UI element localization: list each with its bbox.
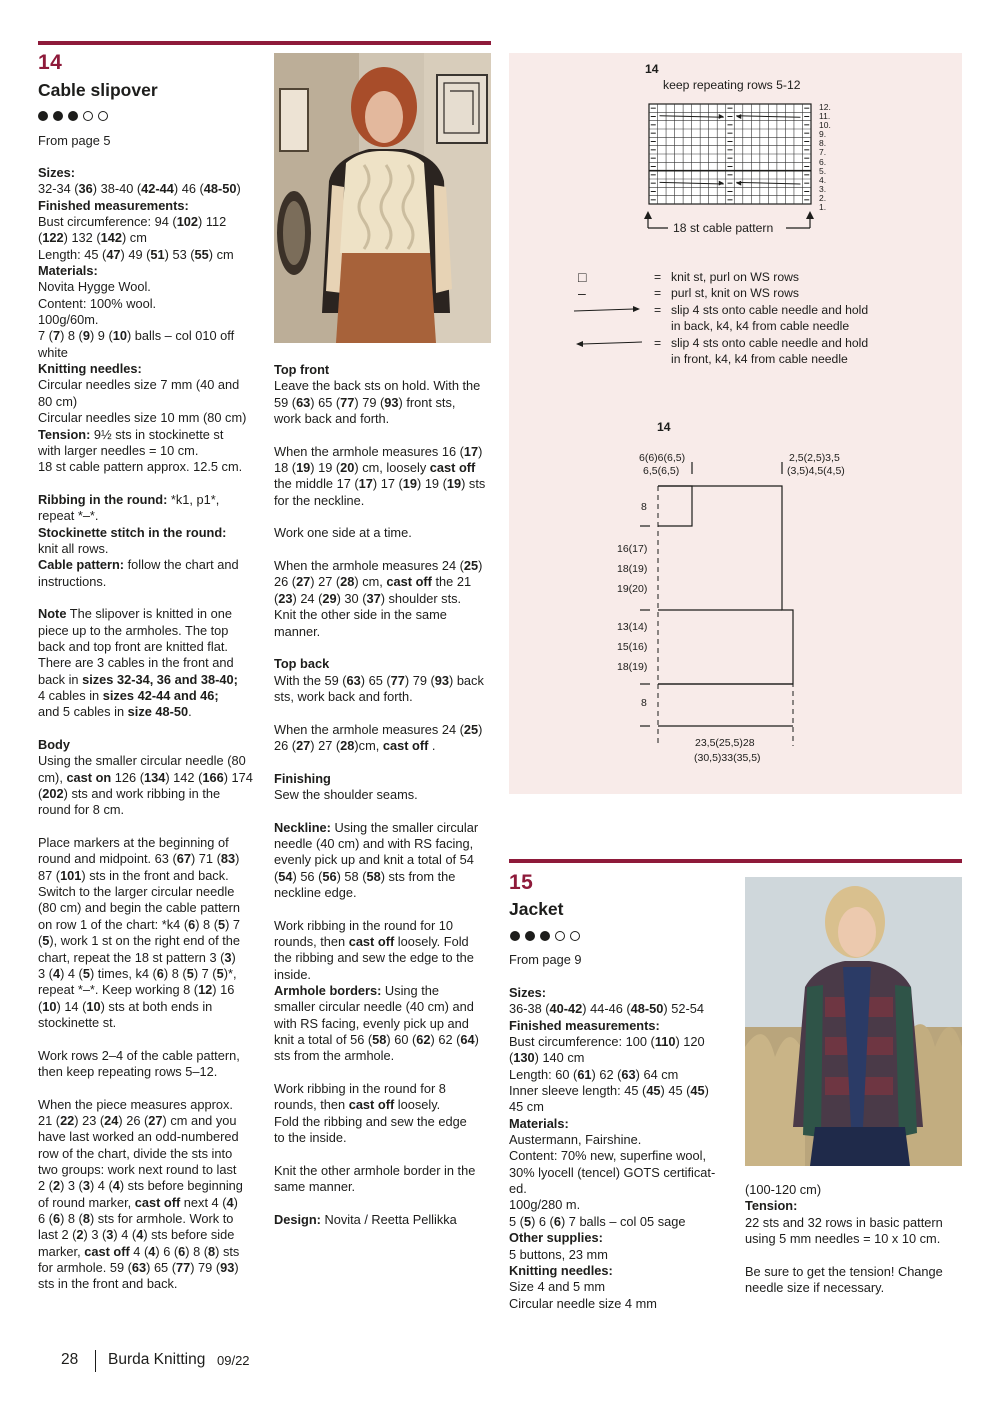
text-line: 5 (5) 6 (6) 7 balls – col 05 sage bbox=[509, 1213, 686, 1229]
armhole-3: 19(20) bbox=[617, 583, 648, 595]
knit-stitch-symbol: □ bbox=[578, 269, 587, 285]
text-line: on row 1 of the chart: *k4 (6) 8 (5) 7 bbox=[38, 916, 241, 932]
text-line: 2 (2) 3 (3) 4 (4) sts before beginning bbox=[38, 1178, 243, 1194]
schematic-label: 14 bbox=[657, 420, 671, 434]
text-line: chart, repeat the 18 st pattern 3 (3) bbox=[38, 949, 236, 965]
text-line: cm), cast on 126 (134) 142 (166) 174 bbox=[38, 769, 253, 785]
text-line: Ribbing in the round: *k1, p1*, bbox=[38, 491, 220, 507]
text-line: 5 buttons, 23 mm bbox=[509, 1246, 608, 1262]
text-line: sts from the armhole. bbox=[274, 1048, 395, 1064]
section-rule-14 bbox=[38, 41, 491, 45]
text-line: Work ribbing in the round for 8 bbox=[274, 1081, 446, 1097]
text-line: Other supplies: bbox=[509, 1230, 603, 1246]
text-line: same manner. bbox=[274, 1179, 356, 1195]
legend-equals: = bbox=[654, 302, 662, 317]
footer-divider bbox=[95, 1350, 96, 1372]
text-line: back and top front are knitted flat. bbox=[38, 638, 228, 654]
text-line: (100-120 cm) bbox=[745, 1182, 822, 1197]
text-line: marker, cast off 4 (4) 6 (6) 8 (8) sts bbox=[38, 1243, 240, 1259]
text-line: When the piece measures approx. bbox=[38, 1096, 233, 1112]
from-page-14: From page 5 bbox=[38, 133, 111, 148]
pattern14-column-2 bbox=[274, 362, 496, 1228]
difficulty-dot bbox=[83, 111, 93, 121]
cable-back-icon bbox=[572, 303, 644, 322]
pattern15-column-2 bbox=[745, 1182, 967, 1296]
text-line: When the armhole measures 24 (25) bbox=[274, 721, 483, 737]
text-line: Circular needle size 4 mm bbox=[509, 1295, 657, 1311]
chart-row-number: 10. bbox=[819, 120, 831, 131]
text-line: the ribbing and sew the edge to the bbox=[274, 950, 474, 966]
text-line: When the armhole measures 24 (25) bbox=[274, 558, 483, 574]
magazine-name: Burda Knitting bbox=[108, 1351, 206, 1368]
text-line: Top back bbox=[274, 656, 330, 672]
text-line: Tension: 9½ sts in stockinette st bbox=[38, 426, 224, 442]
text-line: Switch to the larger circular needle bbox=[38, 884, 235, 900]
text-line: Work ribbing in the round for 10 bbox=[274, 917, 454, 933]
width-line-1: 23,5(25,5)28 bbox=[695, 737, 755, 749]
text-line: repeat *–*. Keep working 8 (12) 16 bbox=[38, 982, 235, 998]
text-line: With the 59 (63) 65 (77) 79 (93) back bbox=[274, 672, 484, 688]
neck-depth: 8 bbox=[641, 501, 647, 513]
slipover-schematic bbox=[600, 440, 820, 760]
text-line: (10) 14 (10) sts at both ends in bbox=[38, 998, 213, 1014]
text-line: ed. bbox=[509, 1181, 527, 1197]
text-line: When the armhole measures 16 (17) bbox=[274, 443, 483, 459]
text-line: round for 8 cm. bbox=[38, 802, 125, 818]
text-line: and 5 cables in size 48-50. bbox=[38, 704, 192, 720]
text-line: Content: 70% new, superfine wool, bbox=[509, 1148, 707, 1164]
text-line: Bust circumference: 94 (102) 112 bbox=[38, 214, 227, 230]
text-line: (54) 56 (56) 58 (58) sts from the bbox=[274, 868, 456, 884]
purl-stitch-symbol: – bbox=[578, 285, 586, 302]
legend-equals: = bbox=[654, 335, 662, 350]
text-line: Size 4 and 5 mm bbox=[509, 1279, 606, 1295]
text-line: sts, work back and forth. bbox=[274, 688, 413, 704]
text-line: 59 (63) 65 (77) 79 (93) front sts, bbox=[274, 394, 456, 410]
issue-number: 09/22 bbox=[217, 1353, 250, 1368]
text-line: Leave the back sts on hold. With the bbox=[274, 378, 481, 394]
text-line: two groups: work next round to last bbox=[38, 1161, 237, 1177]
paragraph-gap bbox=[274, 1065, 496, 1081]
text-line: (130) 140 cm bbox=[509, 1050, 585, 1066]
text-line: with larger needles = 10 cm. bbox=[38, 442, 199, 458]
text-line: Neckline: Using the smaller circular bbox=[274, 819, 479, 835]
width-line-2: (30,5)33(35,5) bbox=[694, 752, 761, 764]
paragraph-gap bbox=[38, 819, 263, 835]
text-line: Armhole borders: Using the bbox=[274, 983, 439, 999]
photo-jacket bbox=[745, 877, 962, 1166]
text-line: Fold the ribbing and sew the edge bbox=[274, 1113, 467, 1129]
paragraph-gap bbox=[274, 509, 496, 525]
chart-row-number: 8. bbox=[819, 138, 827, 149]
text-line: needle size if necessary. bbox=[745, 1280, 885, 1296]
paragraph-gap bbox=[38, 1080, 263, 1096]
text-line: Using the smaller circular needle (80 bbox=[38, 753, 246, 769]
text-line: Top front bbox=[274, 362, 330, 377]
text-line: Knitting needles: bbox=[38, 361, 142, 377]
text-line: 87 (101) sts in the front and back. bbox=[38, 867, 229, 883]
text-line: sts in the front and back. bbox=[38, 1276, 178, 1292]
text-line: Circular needles size 10 mm (80 cm) bbox=[38, 410, 247, 426]
paragraph-gap bbox=[274, 640, 496, 656]
chart-row-number: 9. bbox=[819, 129, 827, 140]
pattern-title-15: Jacket bbox=[509, 899, 564, 919]
paragraph-gap bbox=[274, 427, 496, 443]
text-line: Length: 60 (61) 62 (63) 64 cm bbox=[509, 1066, 679, 1082]
text-line: to the inside. bbox=[274, 1130, 347, 1146]
paragraph-gap bbox=[274, 705, 496, 721]
body-2: 15(16) bbox=[617, 641, 648, 653]
pattern-number-14: 14 bbox=[38, 51, 63, 74]
text-line: Sew the shoulder seams. bbox=[274, 786, 418, 802]
legend-equals: = bbox=[654, 286, 662, 301]
legend-text: purl st, knit on WS rows bbox=[671, 286, 800, 301]
cable-chart-label: 14 bbox=[645, 62, 659, 76]
text-line: 26 (27) 27 (28)cm, cast off . bbox=[274, 737, 436, 753]
text-line: round and midpoint. 63 (67) 71 (83) bbox=[38, 851, 240, 867]
text-line: with RS facing, evenly pick up and bbox=[274, 1015, 469, 1031]
difficulty-dot bbox=[98, 111, 108, 121]
armhole-2: 18(19) bbox=[617, 563, 648, 575]
text-line: repeat *–*. bbox=[38, 508, 99, 524]
text-line: Note The slipover is knitted in one bbox=[38, 606, 232, 622]
text-line: Inner sleeve length: 45 (45) 45 (45) bbox=[509, 1083, 709, 1099]
difficulty-rating-15 bbox=[510, 931, 580, 941]
chart-row-number: 6. bbox=[819, 156, 827, 167]
paragraph-gap bbox=[274, 1147, 496, 1163]
chart-row-number: 12. bbox=[819, 102, 831, 112]
text-line: for armhole. 59 (63) 65 (77) 79 (93) bbox=[38, 1260, 239, 1276]
text-line: (202) sts and work ribbing in the bbox=[38, 786, 221, 802]
difficulty-dot bbox=[68, 111, 78, 121]
paragraph-gap bbox=[274, 1196, 496, 1212]
paragraph-gap bbox=[38, 721, 263, 737]
text-line: Circular needles size 7 mm (40 and bbox=[38, 377, 240, 393]
paragraph-gap bbox=[274, 901, 496, 917]
text-line: 21 (22) 23 (24) 26 (27) cm and you bbox=[38, 1112, 237, 1128]
text-line: Sizes: bbox=[38, 165, 75, 180]
chart-row-number: 4. bbox=[819, 174, 827, 185]
text-line: stockinette st. bbox=[38, 1014, 117, 1030]
text-line: (122) 132 (142) cm bbox=[38, 230, 147, 246]
text-line: Finishing bbox=[274, 770, 331, 786]
paragraph-gap bbox=[38, 590, 263, 606]
text-line: back in sizes 32-34, 36 and 38-40; bbox=[38, 671, 238, 687]
text-line: 18 st cable pattern approx. 12.5 cm. bbox=[38, 459, 243, 475]
difficulty-rating-14 bbox=[38, 111, 108, 121]
text-line: 22 sts and 32 rows in basic pattern bbox=[745, 1214, 943, 1230]
text-line: instructions. bbox=[38, 573, 107, 589]
armhole-1: 16(17) bbox=[617, 543, 648, 555]
difficulty-dot bbox=[540, 931, 550, 941]
text-line: neckline edge. bbox=[274, 885, 357, 900]
cable-front-icon bbox=[572, 336, 644, 355]
text-line: rounds, then cast off loosely. Fold bbox=[274, 934, 469, 950]
difficulty-dot bbox=[570, 931, 580, 941]
text-line: work back and forth. bbox=[274, 411, 390, 427]
text-line: Finished measurements: bbox=[509, 1017, 660, 1033]
chart-row-number: 1. bbox=[819, 202, 827, 213]
text-line: 18 (19) 19 (20) cm, loosely cast off bbox=[274, 460, 476, 476]
text-line: inside. bbox=[274, 966, 311, 982]
shoulder-width-line-1: 2,5(2,5)3,5 bbox=[789, 452, 840, 464]
legend-text: slip 4 sts onto cable needle and hold bbox=[671, 335, 869, 350]
legend-text: in back, k4, k4 from cable needle bbox=[671, 319, 850, 334]
chart-row-number: 5. bbox=[819, 165, 827, 176]
text-line: manner. bbox=[274, 623, 321, 639]
text-line: using 5 mm needles = 10 x 10 cm. bbox=[745, 1231, 941, 1247]
text-line: Cable pattern: follow the chart and bbox=[38, 557, 239, 573]
legend-equals: = bbox=[654, 270, 662, 284]
legend-text: knit st, purl on WS rows bbox=[671, 270, 800, 284]
text-line: Design: Novita / Reetta Pellikka bbox=[274, 1211, 457, 1227]
pattern-number-15: 15 bbox=[509, 871, 534, 894]
text-line: last 2 (2) 3 (3) 4 (4) sts before side bbox=[38, 1227, 235, 1243]
body-1: 13(14) bbox=[617, 621, 648, 633]
pattern-title-14: Cable slipover bbox=[38, 80, 158, 100]
from-page-15: From page 9 bbox=[509, 952, 582, 967]
text-line: for the neckline. bbox=[274, 492, 365, 508]
paragraph-gap bbox=[274, 542, 496, 558]
text-line: have last worked an odd-numbered bbox=[38, 1129, 239, 1145]
text-line: Austermann, Fairshine. bbox=[509, 1132, 642, 1148]
text-line: the middle 17 (17) 17 (19) 19 (19) sts bbox=[274, 476, 486, 492]
text-line: 100g/60m. bbox=[38, 312, 99, 328]
text-line: piece up to the armholes. The top bbox=[38, 622, 229, 638]
text-line: 30% lyocell (tencel) GOTS certificat- bbox=[509, 1164, 716, 1180]
neck-width-line-1: 6(6)6(6,5) bbox=[639, 452, 686, 464]
text-line: (5), work 1 st on the right end of the bbox=[38, 933, 241, 949]
text-line: knit a total of 56 (58) 60 (62) 62 (64) bbox=[274, 1032, 479, 1048]
text-line: 26 (27) 27 (28) cm, cast off the 21 bbox=[274, 574, 472, 590]
text-line: Length: 45 (47) 49 (51) 53 (55) cm bbox=[38, 246, 234, 262]
cable-pattern-label: 18 st cable pattern bbox=[673, 221, 774, 235]
paragraph-gap bbox=[38, 476, 263, 492]
paragraph-gap bbox=[274, 754, 496, 770]
text-line: Knitting needles: bbox=[509, 1262, 613, 1278]
chart-row-number: 3. bbox=[819, 183, 827, 194]
text-line: row of the chart, divide the sts into bbox=[38, 1145, 233, 1161]
section-rule-15 bbox=[509, 859, 962, 863]
legend-text: in front, k4, k4 from cable needle bbox=[671, 351, 848, 366]
text-line: 80 cm) bbox=[38, 393, 78, 409]
difficulty-dot bbox=[525, 931, 535, 941]
text-line: Tension: bbox=[745, 1198, 798, 1214]
text-line: Knit the other armhole border in the bbox=[274, 1162, 476, 1178]
text-line: Work one side at a time. bbox=[274, 525, 412, 541]
text-line: Sizes: bbox=[509, 985, 546, 1000]
body-3: 18(19) bbox=[617, 661, 648, 673]
text-line: Be sure to get the tension! Change bbox=[745, 1263, 943, 1279]
cable-chart-grid bbox=[645, 100, 820, 210]
text-line: Stockinette stitch in the round: bbox=[38, 524, 227, 540]
difficulty-dot bbox=[38, 111, 48, 121]
text-line: needle (40 cm) and with RS facing, bbox=[274, 835, 474, 851]
text-line: 6 (6) 8 (8) sts for armhole. Work to bbox=[38, 1211, 234, 1226]
text-line: of round marker, cast off next 4 (4) bbox=[38, 1194, 238, 1210]
text-line: 36-38 (40-42) 44-46 (48-50) 52-54 bbox=[509, 1001, 704, 1017]
text-line: then keep repeating rows 5–12. bbox=[38, 1063, 218, 1079]
text-line: smaller circular needle (40 cm) and bbox=[274, 999, 474, 1015]
text-line: Knit the other side in the same bbox=[274, 607, 447, 623]
text-line: evenly pick up and knit a total of 54 bbox=[274, 852, 474, 868]
text-line: Place markers at the beginning of bbox=[38, 835, 229, 851]
text-line: Bust circumference: 100 (110) 120 bbox=[509, 1034, 705, 1050]
paragraph-gap bbox=[38, 1031, 263, 1047]
text-line: There are 3 cables in the front and bbox=[38, 655, 234, 671]
difficulty-dot bbox=[555, 931, 565, 941]
difficulty-dot bbox=[53, 111, 63, 121]
neck-width-line-2: 6,5(6,5) bbox=[643, 465, 680, 477]
text-line: white bbox=[38, 344, 68, 360]
paragraph-gap bbox=[745, 1247, 967, 1263]
text-line: (23) 24 (29) 30 (37) shoulder sts. bbox=[274, 590, 462, 606]
text-line: knit all rows. bbox=[38, 540, 109, 556]
text-line: Content: 100% wool. bbox=[38, 295, 157, 311]
text-line: (80 cm) and begin the cable pattern bbox=[38, 900, 241, 916]
paragraph-gap bbox=[274, 803, 496, 819]
difficulty-dot bbox=[510, 931, 520, 941]
text-line: 4 cables in sizes 42-44 and 46; bbox=[38, 688, 219, 703]
text-line: 32-34 (36) 38-40 (42-44) 46 (48-50) bbox=[38, 181, 241, 197]
cable-chart-repeat-note: keep repeating rows 5-12 bbox=[663, 78, 801, 92]
chart-row-number: 11. bbox=[819, 111, 831, 122]
legend-text: slip 4 sts onto cable needle and hold bbox=[671, 302, 869, 317]
text-line: rounds, then cast off loosely. bbox=[274, 1097, 441, 1113]
text-line: 100g/280 m. bbox=[509, 1197, 581, 1213]
text-line: Body bbox=[38, 737, 70, 753]
text-line: 7 (7) 8 (9) 9 (10) balls – col 010 off bbox=[38, 328, 235, 344]
text-line: Materials: bbox=[509, 1115, 569, 1131]
pattern14-column-1 bbox=[38, 165, 263, 1293]
text-line: 45 cm bbox=[509, 1099, 544, 1115]
text-line: Work rows 2–4 of the cable pattern, bbox=[38, 1047, 240, 1063]
chart-row-number: 7. bbox=[819, 147, 827, 158]
page-number: 28 bbox=[61, 1351, 79, 1368]
shoulder-width-line-2: (3,5)4,5(4,5) bbox=[787, 465, 845, 477]
text-line: Materials: bbox=[38, 263, 98, 279]
photo-cable-slipover bbox=[274, 53, 491, 343]
pattern15-column-1 bbox=[509, 985, 734, 1312]
text-line: 3 (4) 4 (5) times, k4 (6) 8 (5) 7 (5)*, bbox=[38, 965, 237, 981]
text-line: Novita Hygge Wool. bbox=[38, 279, 151, 295]
cable-chart-row-numbers bbox=[819, 103, 849, 212]
ribbing-depth: 8 bbox=[641, 697, 647, 709]
chart-row-number: 2. bbox=[819, 192, 827, 203]
text-line: Finished measurements: bbox=[38, 197, 189, 213]
